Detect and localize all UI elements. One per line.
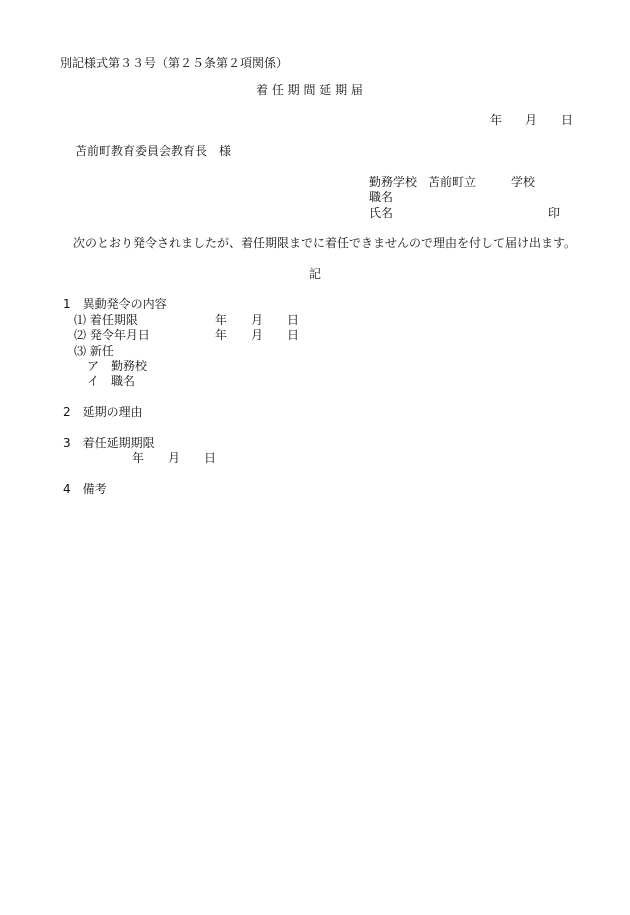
ki-marker: 記 (309, 267, 322, 281)
school-prefix: 苫前町立 (428, 175, 477, 189)
item-2: ⑵ 発令年月日 (74, 328, 150, 342)
item-1-day: 日 (287, 313, 300, 327)
section-3-heading: 3 着任延期期限 (63, 436, 155, 450)
section-3-year: 年 (132, 451, 145, 465)
section-2-heading: 2 延期の理由 (63, 405, 143, 419)
seal-mark: 印 (548, 206, 561, 220)
school-suffix: 学校 (511, 175, 536, 189)
item-2-day: 日 (287, 328, 300, 342)
date-day: 日 (561, 113, 574, 127)
school-label: 勤務学校 (369, 175, 418, 189)
item-1-year: 年 (215, 313, 228, 327)
sub-item-a: ア 勤務校 (87, 359, 148, 373)
item-2-month: 月 (251, 328, 264, 342)
section-3-month: 月 (168, 451, 181, 465)
form-reference: 別記様式第３３号（第２５条第２項関係） (60, 56, 289, 70)
position-label: 職名 (369, 190, 394, 204)
document-title: 着 任 期 間 延 期 届 (256, 83, 363, 97)
name-label: 氏名 (369, 206, 394, 220)
addressee: 苫前町教育委員会教育長 様 (75, 144, 232, 158)
item-1-month: 月 (251, 313, 264, 327)
section-1-heading: 1 異動発令の内容 (63, 297, 167, 311)
date-month: 月 (525, 113, 538, 127)
date-year: 年 (490, 113, 503, 127)
intro-text: 次のとおり発令されましたが、着任期限までに着任できませんので理由を付して届け出ます。 (73, 236, 577, 250)
section-3-day: 日 (204, 451, 217, 465)
item-3: ⑶ 新任 (74, 344, 114, 358)
item-1: ⑴ 着任期限 (74, 313, 138, 327)
section-4-heading: 4 備考 (63, 482, 107, 496)
item-2-year: 年 (215, 328, 228, 342)
sub-item-b: イ 職名 (87, 374, 136, 388)
